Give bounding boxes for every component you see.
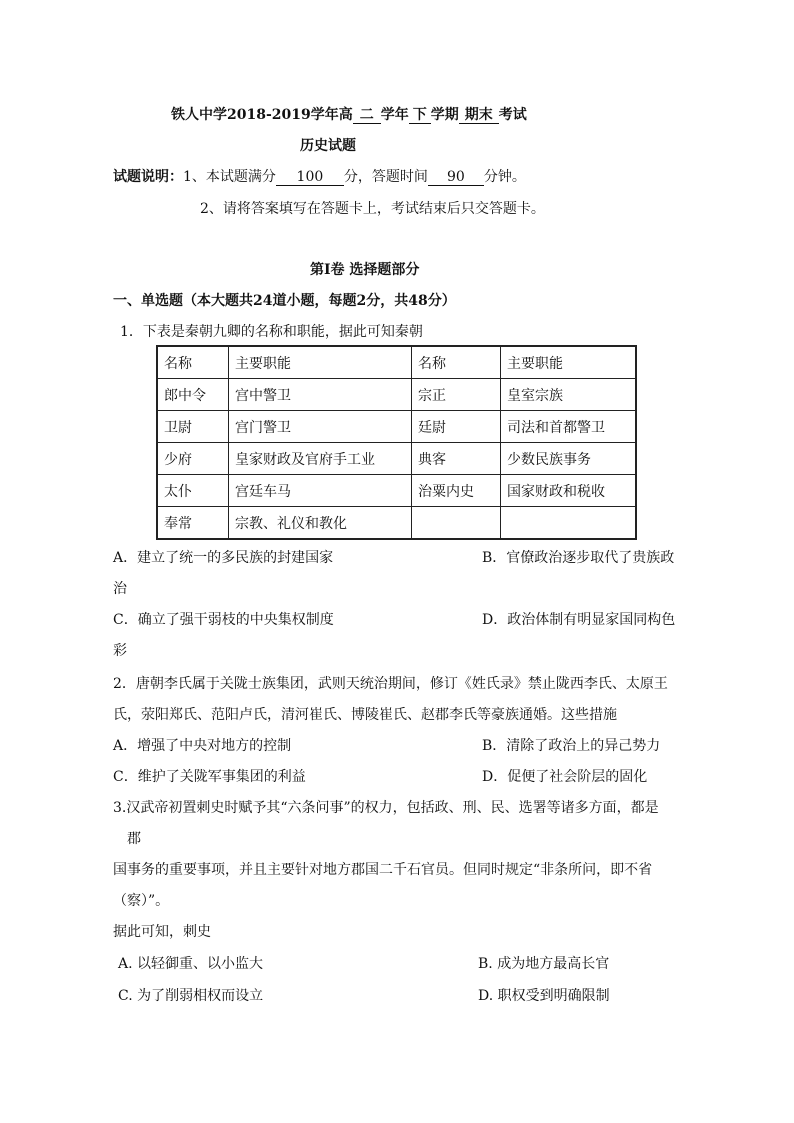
table-cell: 卫尉	[157, 411, 229, 443]
time-blank: 90	[428, 170, 484, 186]
part-heading: 一、单选题（本大题共24道小题，每题2分，共48分）	[113, 293, 456, 309]
q1-option-b: B．官僚政治逐步取代了贵族政	[482, 550, 675, 566]
q3-option-a: A. 以轻御重、以小监大	[118, 956, 264, 972]
q1-option-c: C．确立了强干弱枝的中央集权制度	[113, 612, 334, 628]
table-cell: 少府	[157, 443, 229, 475]
q1-table	[156, 345, 637, 540]
q3-stem-line-4: （察）”。	[113, 893, 170, 909]
table-header-row	[157, 346, 636, 379]
q1-option-b-cont: 治	[113, 581, 127, 597]
q3-stem-line-5: 据此可知，刺史	[113, 924, 211, 940]
table-cell: 宫门警卫	[229, 411, 412, 443]
instructions-line-1	[113, 166, 526, 186]
table-cell: 典客	[412, 443, 501, 475]
term-blank: 下	[409, 108, 431, 124]
grade-blank: 二	[353, 108, 381, 124]
q1-stem: 1．下表是秦朝九卿的名称和职能，据此可知秦朝	[120, 324, 423, 340]
q3-stem-line-3: 国事务的重要事项，并且主要针对地方郡国二千石官员。但同时规定“非条所问，即不省	[113, 862, 653, 878]
q3-option-d: D. 职权受到明确限制	[478, 988, 610, 1004]
full-score-blank: 100	[276, 170, 344, 186]
table-header-cell: 主要职能	[229, 346, 412, 379]
q2-option-d: D．促便了社会阶层的固化	[482, 769, 648, 785]
instructions-label: 试题说明：	[113, 169, 183, 185]
table-header-cell: 名称	[157, 346, 229, 379]
table-cell: 国家财政和税收	[501, 475, 637, 507]
q1-option-d-cont: 彩	[113, 643, 127, 659]
table-row	[157, 443, 636, 475]
instructions-line-2: 2、请将答案填写在答题卡上，考试结束后只交答题卡。	[200, 201, 545, 217]
q2-stem-line-2: 氏，荥阳郑氏、范阳卢氏，清河崔氏、博陵崔氏、赵郡李氏等豪族通婚。这些措施	[113, 707, 617, 723]
table-cell: 皇家财政及官府手工业	[229, 443, 412, 475]
table-cell: 少数民族事务	[501, 443, 637, 475]
exam-word: 考试	[498, 107, 527, 123]
table-cell: 宗正	[412, 379, 501, 411]
exam-title	[171, 104, 527, 124]
table-header-cell: 名称	[412, 346, 501, 379]
instructions-item1-mid: 分，答题时间	[343, 169, 428, 185]
instructions-item1-prefix: 1、本试题满分	[183, 169, 276, 185]
q3-option-c: C. 为了削弱相权而设立	[118, 988, 264, 1004]
year-word: 学年	[380, 107, 409, 123]
table-row	[157, 379, 636, 411]
table-cell: 奉常	[157, 507, 229, 540]
term-word: 学期	[430, 107, 459, 123]
q3-option-b: B. 成为地方最高长官	[478, 956, 610, 972]
table-cell: 司法和首都警卫	[501, 411, 637, 443]
table-cell: 治粟内史	[412, 475, 501, 507]
q2-option-c: C．维护了关陇军事集团的利益	[113, 769, 306, 785]
table-header-cell: 主要职能	[501, 346, 637, 379]
table-cell: 皇室宗族	[501, 379, 637, 411]
table-cell: 宫中警卫	[229, 379, 412, 411]
q3-stem-line-2: 郡	[127, 831, 141, 847]
q2-option-a: A．增强了中央对地方的控制	[113, 738, 292, 754]
table-row	[157, 411, 636, 443]
table-cell: 郎中令	[157, 379, 229, 411]
q2-option-b: B．清除了政治上的异己势力	[482, 738, 661, 754]
school-year: 铁人中学2018-2019学年高	[171, 107, 353, 123]
q1-option-d: D．政治体制有明显家国同构色	[482, 612, 676, 628]
table-cell	[501, 507, 637, 540]
table-row	[157, 475, 636, 507]
q2-stem-line-1: 2．唐朝李氏属于关陇士族集团，武则天统治期间，修订《姓氏录》禁止陇西李氏、太原王	[113, 676, 668, 692]
instructions-item1-suffix: 分钟。	[483, 169, 526, 185]
table-cell: 宫廷车马	[229, 475, 412, 507]
table-cell: 廷尉	[412, 411, 501, 443]
q3-stem-line-1: 3.汉武帝初置刺史时赋予其“六条问事”的权力，包括政、刑、民、选署等诸多方面，都是	[113, 800, 659, 816]
q1-option-a: A．建立了统一的多民族的封建国家	[113, 550, 334, 566]
table-cell: 宗教、礼仪和教化	[229, 507, 412, 540]
section-title: 第Ⅰ卷 选择题部分	[310, 262, 420, 278]
subject-title: 历史试题	[300, 138, 356, 154]
table-row	[157, 507, 636, 540]
exam-blank: 期末	[459, 108, 499, 124]
table-cell: 太仆	[157, 475, 229, 507]
table-cell	[412, 507, 501, 540]
